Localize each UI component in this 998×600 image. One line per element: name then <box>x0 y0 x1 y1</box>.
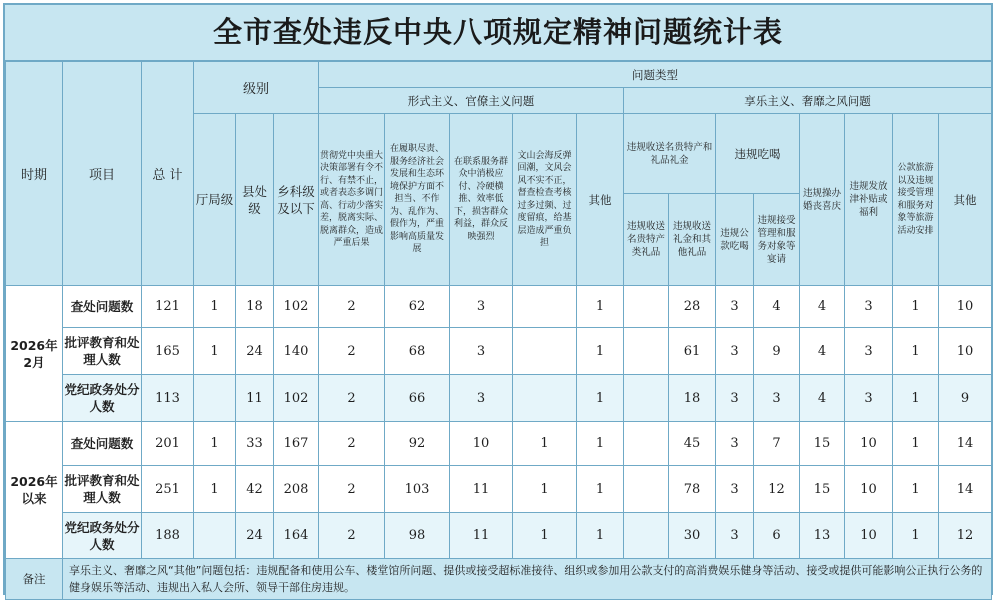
header-formalism: 形式主义、官僚主义问题 <box>319 88 624 114</box>
table-row <box>6 422 992 466</box>
cell: 201 <box>142 422 194 466</box>
cell: 10 <box>845 422 893 466</box>
table-row <box>6 328 992 375</box>
cell: 1 <box>513 513 577 559</box>
cell: 10 <box>939 328 992 375</box>
cell: 15 <box>800 422 845 466</box>
cell: 33 <box>236 422 274 466</box>
cell: 24 <box>236 328 274 375</box>
cell: 98 <box>385 513 450 559</box>
cell: 4 <box>800 328 845 375</box>
note-row <box>6 559 992 600</box>
note-text: 享乐主义、奢靡之风“其他”问题包括：违规配备和使用公车、楼堂馆所问题、提供或接受超标准接待、组织或参加用公款支付的高消费娱乐健身等活动、接受或提供可能影响公正执行公务的健身娱乐等活动、违规出入私人会所、领导干部住房违规。 <box>63 559 992 600</box>
table-row <box>6 286 992 328</box>
cell: 1 <box>577 328 624 375</box>
cell: 45 <box>669 422 716 466</box>
header-hedonism-other: 其他 <box>939 114 992 286</box>
cell: 3 <box>450 286 513 328</box>
row-label: 查处问题数 <box>63 286 142 328</box>
cell: 11 <box>450 513 513 559</box>
note-label: 备注 <box>6 559 63 600</box>
cell: 11 <box>236 375 274 422</box>
cell <box>624 328 669 375</box>
cell: 3 <box>845 375 893 422</box>
cell: 10 <box>845 513 893 559</box>
cell: 3 <box>716 328 754 375</box>
cell: 4 <box>800 286 845 328</box>
cell: 30 <box>669 513 716 559</box>
cell: 3 <box>450 328 513 375</box>
row-label: 党纪政务处分人数 <box>63 375 142 422</box>
cell: 12 <box>939 513 992 559</box>
cell: 1 <box>893 286 939 328</box>
header-dine-2: 违规接受管理和服务对象等宴请 <box>754 194 800 286</box>
cell: 167 <box>274 422 319 466</box>
cell: 1 <box>194 328 236 375</box>
header-level-xiang: 乡科级及以下 <box>274 114 319 286</box>
cell <box>513 375 577 422</box>
header-level: 级别 <box>194 62 319 114</box>
cell: 4 <box>800 375 845 422</box>
cell: 78 <box>669 466 716 513</box>
cell <box>624 513 669 559</box>
cell: 1 <box>577 422 624 466</box>
header-hedonism-4: 违规发放津补贴或福利 <box>845 114 893 286</box>
cell: 1 <box>194 422 236 466</box>
cell: 4 <box>754 286 800 328</box>
cell: 3 <box>716 422 754 466</box>
cell: 11 <box>450 466 513 513</box>
cell: 1 <box>194 286 236 328</box>
cell: 61 <box>669 328 716 375</box>
cell: 113 <box>142 375 194 422</box>
row-label: 党纪政务处分人数 <box>63 513 142 559</box>
cell: 1 <box>513 466 577 513</box>
table-row <box>6 375 992 422</box>
cell: 9 <box>754 328 800 375</box>
period-label: 2026年以来 <box>6 422 63 559</box>
table-title: 全市查处违反中央八项规定精神问题统计表 <box>5 5 991 61</box>
header-formalism-4: 文山会海反弹回潮，文风会风不实不正，督查检查考核过多过频、过度留痕，给基层造成严重负担 <box>513 114 577 286</box>
header-dine: 违规吃喝 <box>716 114 800 194</box>
cell: 2 <box>319 422 385 466</box>
header-formalism-3: 在联系服务群众中消极应付、冷硬横推、效率低下，损害群众利益，群众反映强烈 <box>450 114 513 286</box>
header-level-ting: 厅局级 <box>194 114 236 286</box>
cell: 13 <box>800 513 845 559</box>
cell: 3 <box>716 513 754 559</box>
cell: 1 <box>893 328 939 375</box>
header-gift-1: 违规收送名贵特产类礼品 <box>624 194 669 286</box>
cell: 1 <box>577 375 624 422</box>
cell: 1 <box>577 466 624 513</box>
cell <box>624 375 669 422</box>
cell: 18 <box>236 286 274 328</box>
cell <box>624 422 669 466</box>
cell: 251 <box>142 466 194 513</box>
cell: 18 <box>669 375 716 422</box>
cell: 12 <box>754 466 800 513</box>
cell: 121 <box>142 286 194 328</box>
cell: 1 <box>577 513 624 559</box>
cell: 28 <box>669 286 716 328</box>
cell: 1 <box>893 466 939 513</box>
cell: 3 <box>716 286 754 328</box>
cell: 10 <box>939 286 992 328</box>
cell: 3 <box>845 328 893 375</box>
statistics-sheet <box>3 3 993 595</box>
header-hedonism-5: 公款旅游以及违规接受管理和服务对象等旅游活动安排 <box>893 114 939 286</box>
cell: 6 <box>754 513 800 559</box>
cell: 10 <box>450 422 513 466</box>
cell: 140 <box>274 328 319 375</box>
cell: 62 <box>385 286 450 328</box>
header-period: 时期 <box>6 62 63 286</box>
cell <box>624 286 669 328</box>
cell: 2 <box>319 513 385 559</box>
cell: 208 <box>274 466 319 513</box>
cell: 3 <box>450 375 513 422</box>
cell: 14 <box>939 422 992 466</box>
cell: 42 <box>236 466 274 513</box>
header-gift: 违规收送名贵特产和礼品礼金 <box>624 114 716 194</box>
header-dine-1: 违规公款吃喝 <box>716 194 754 286</box>
cell: 1 <box>893 422 939 466</box>
statistics-table <box>5 61 992 600</box>
cell: 1 <box>893 513 939 559</box>
row-label: 批评教育和处理人数 <box>63 466 142 513</box>
row-label: 查处问题数 <box>63 422 142 466</box>
cell: 165 <box>142 328 194 375</box>
header-problem-type: 问题类型 <box>319 62 992 88</box>
cell <box>513 286 577 328</box>
cell: 1 <box>893 375 939 422</box>
header-formalism-2: 在履职尽责、服务经济社会发展和生态环境保护方面不担当、不作为、乱作为、假作为，严重影响高质量发展 <box>385 114 450 286</box>
cell: 1 <box>513 422 577 466</box>
cell: 92 <box>385 422 450 466</box>
cell: 9 <box>939 375 992 422</box>
cell: 102 <box>274 286 319 328</box>
header-level-xian: 县处级 <box>236 114 274 286</box>
header-hedonism-3: 违规操办婚丧喜庆 <box>800 114 845 286</box>
cell <box>624 466 669 513</box>
table-row <box>6 513 992 559</box>
cell: 102 <box>274 375 319 422</box>
cell: 24 <box>236 513 274 559</box>
cell: 7 <box>754 422 800 466</box>
cell: 3 <box>716 375 754 422</box>
row-label: 批评教育和处理人数 <box>63 328 142 375</box>
header-formalism-other: 其他 <box>577 114 624 286</box>
cell: 1 <box>577 286 624 328</box>
cell: 3 <box>845 286 893 328</box>
cell <box>194 513 236 559</box>
header-total: 总 计 <box>142 62 194 286</box>
cell: 1 <box>194 466 236 513</box>
cell: 2 <box>319 375 385 422</box>
cell: 2 <box>319 286 385 328</box>
table-row <box>6 466 992 513</box>
cell: 14 <box>939 466 992 513</box>
cell: 10 <box>845 466 893 513</box>
cell: 66 <box>385 375 450 422</box>
period-label: 2026年2月 <box>6 286 63 422</box>
cell: 68 <box>385 328 450 375</box>
header-item: 项目 <box>63 62 142 286</box>
cell <box>513 328 577 375</box>
cell: 15 <box>800 466 845 513</box>
cell: 3 <box>754 375 800 422</box>
cell: 2 <box>319 328 385 375</box>
header-hedonism: 享乐主义、奢靡之风问题 <box>624 88 992 114</box>
cell: 2 <box>319 466 385 513</box>
cell: 3 <box>716 466 754 513</box>
header-formalism-1: 贯彻党中央重大决策部署有令不行、有禁不止，或者表态多调门高、行动少落实差，脱离实际、脱离群众，造成严重后果 <box>319 114 385 286</box>
header-gift-2: 违规收送礼金和其他礼品 <box>669 194 716 286</box>
cell: 103 <box>385 466 450 513</box>
cell: 164 <box>274 513 319 559</box>
cell: 188 <box>142 513 194 559</box>
cell <box>194 375 236 422</box>
